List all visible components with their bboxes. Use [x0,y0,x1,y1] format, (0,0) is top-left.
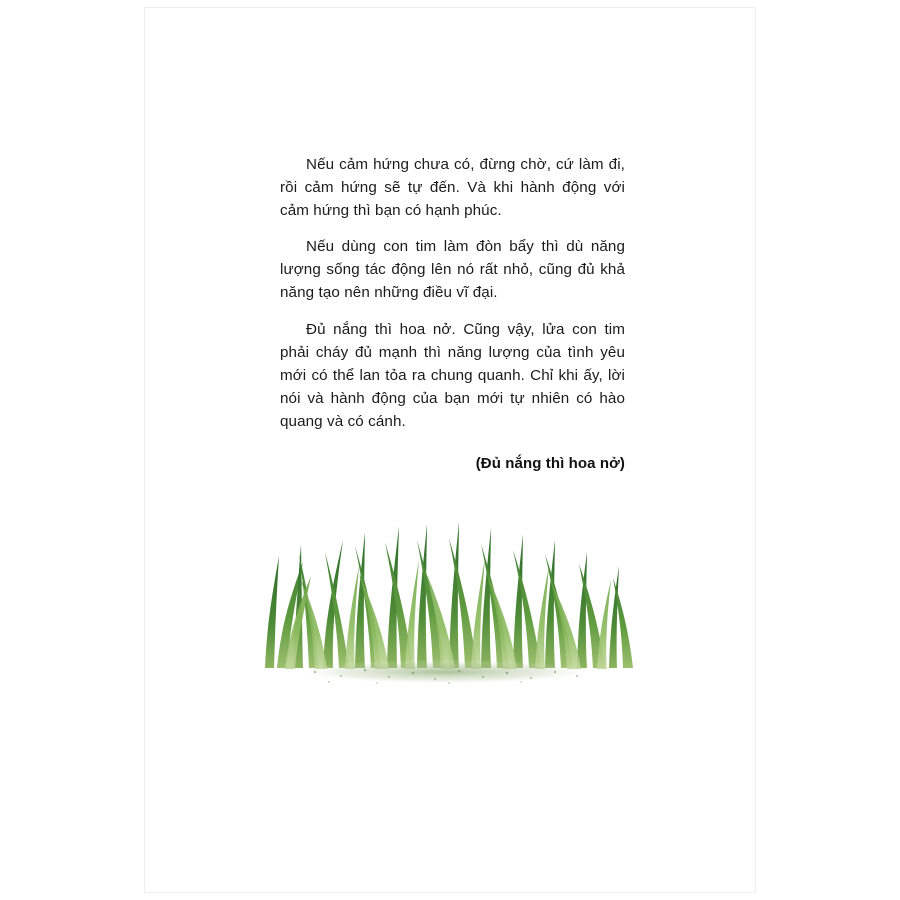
grass-illustration-svg [245,496,645,686]
body-text-block [280,153,625,472]
paragraph-1: Nếu cảm hứng chưa có, đừng chờ, cứ làm đi, rồi cảm hứng sẽ tự đến. Và khi hành động với cảm hứng thì bạn có hạnh phúc. [280,156,625,220]
source-attribution: (Đủ nắng thì hoa nở) [475,455,625,473]
ground-shadow [295,660,595,684]
grass-illustration [245,496,645,686]
paragraph-2: Nếu dùng con tim làm đòn bẩy thì dù năng lượng sống tác động lên nó rất nhỏ, cũng đủ khả năng tạo nên những điều vĩ đại. [280,238,625,302]
paragraph-3: Đủ nắng thì hoa nở. Cũng vậy, lửa con tim phải cháy đủ mạnh thì năng lượng của tình yêu mới có thể lan tỏa ra chung quanh. Chỉ khi ấy, lời nói và hành động của bạn mới tự nhiên có hào quang và có cánh. [280,320,625,430]
page-sheet [145,8,755,892]
